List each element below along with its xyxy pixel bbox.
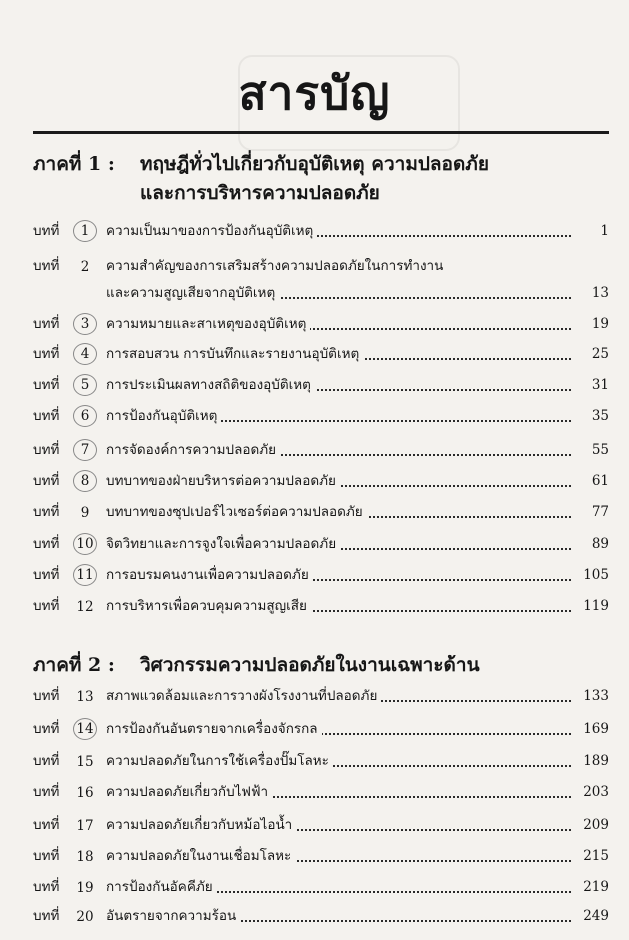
chapter-number: 17 xyxy=(76,818,94,834)
chapter-number: 16 xyxy=(76,785,94,801)
toc-entry-continuation[interactable] xyxy=(33,281,609,305)
chapter-title: การจัดองค์การความปลอดภัย xyxy=(106,438,280,462)
toc-entry[interactable] xyxy=(33,563,609,587)
chapter-number: 12 xyxy=(76,599,94,615)
toc-entry[interactable] xyxy=(33,404,609,428)
toc-entry[interactable] xyxy=(33,717,609,741)
toc-entry[interactable] xyxy=(33,844,609,868)
part-1-title-line-2: และการบริหารความปลอดภัย xyxy=(140,182,380,204)
chapter-number: 4 xyxy=(73,343,97,365)
toc-entry[interactable] xyxy=(33,342,609,366)
chapter-number: 10 xyxy=(73,533,97,555)
chapter-number: 9 xyxy=(80,505,90,521)
chapter-label: บทที่ xyxy=(33,908,60,924)
chapter-label: บทที่ xyxy=(33,346,60,362)
part-1-label: ภาคที่ 1 : xyxy=(33,153,115,175)
page-number: 77 xyxy=(591,504,609,520)
chapter-label: บทที่ xyxy=(33,817,60,833)
chapter-label: บทที่ xyxy=(33,567,60,583)
chapter-label: บทที่ xyxy=(33,316,60,332)
toc-entry[interactable] xyxy=(33,749,609,773)
toc-entry[interactable] xyxy=(33,875,609,899)
toc-entry[interactable] xyxy=(33,684,609,708)
chapter-label: บทที่ xyxy=(33,848,60,864)
toc-entry[interactable] xyxy=(33,373,609,397)
chapter-title: อันตรายจากความร้อน xyxy=(106,904,240,928)
chapter-title-line-2: และความสูญเสียจากอุบัติเหตุ xyxy=(106,281,279,305)
part-1-title-line-1: ทฤษฎีทั่วไปเกี่ยวกับอุบัติเหตุ ความปลอดภัย xyxy=(140,153,489,175)
chapter-title: การประเมินผลทางสถิติของอุบัติเหตุ xyxy=(106,373,315,397)
chapter-label: บทที่ xyxy=(33,688,60,704)
chapter-number: 18 xyxy=(76,849,94,865)
chapter-title: การป้องกันอันตรายจากเครื่องจักรกล xyxy=(106,717,322,741)
chapter-label: บทที่ xyxy=(33,721,60,737)
chapter-number: 20 xyxy=(76,909,94,925)
chapter-number: 1 xyxy=(73,220,97,242)
page-number: 89 xyxy=(591,536,609,552)
chapter-title: การสอบสวน การบันทึกและรายงานอุบัติเหตุ xyxy=(106,342,363,366)
toc-entry[interactable] xyxy=(33,780,609,804)
chapter-title: การบริหารเพื่อควบคุมความสูญเสีย xyxy=(106,594,311,618)
chapter-label: บทที่ xyxy=(33,377,60,393)
toc-entry[interactable] xyxy=(33,500,609,524)
chapter-title: การอบรมคนงานเพื่อความปลอดภัย xyxy=(106,563,313,587)
page-number: 219 xyxy=(583,879,609,895)
chapter-number: 15 xyxy=(76,754,94,770)
toc-entry[interactable] xyxy=(33,904,609,928)
chapter-label: บทที่ xyxy=(33,223,60,239)
chapter-title: บทบาทของซุปเปอร์ไวเซอร์ต่อความปลอดภัย xyxy=(106,500,367,524)
page-number: 203 xyxy=(583,784,609,800)
page-number: 119 xyxy=(583,598,609,614)
page-number: 105 xyxy=(583,567,609,583)
chapter-title: ความปลอดภัยเกี่ยวกับหม้อไอน้ำ xyxy=(106,813,296,837)
page-number: 133 xyxy=(583,688,609,704)
page-number: 31 xyxy=(591,377,609,393)
part-2-title-line-1: วิศวกรรมความปลอดภัยในงานเฉพาะด้าน xyxy=(140,654,480,676)
chapter-title: บทบาทของฝ่ายบริหารต่อความปลอดภัย xyxy=(106,469,340,493)
page-number: 13 xyxy=(591,285,609,301)
page-number: 19 xyxy=(591,316,609,332)
chapter-title: ความปลอดภัยเกี่ยวกับไฟฟ้า xyxy=(106,780,272,804)
chapter-number: 5 xyxy=(73,374,97,396)
toc-entry[interactable] xyxy=(33,438,609,462)
toc-entry[interactable] xyxy=(33,312,609,336)
chapter-label: บทที่ xyxy=(33,753,60,769)
chapter-number: 2 xyxy=(80,259,90,275)
chapter-label: บทที่ xyxy=(33,598,60,614)
page-number: 249 xyxy=(583,908,609,924)
page-number: 61 xyxy=(591,473,609,489)
page-number: 169 xyxy=(583,721,609,737)
page-title: สารบัญ xyxy=(238,66,391,120)
chapter-label: บทที่ xyxy=(33,879,60,895)
chapter-label: บทที่ xyxy=(33,536,60,552)
chapter-title: ความสำคัญของการเสริมสร้างความปลอดภัยในการทำงาน xyxy=(106,254,447,278)
chapter-number: 19 xyxy=(76,880,94,896)
page-number: 25 xyxy=(591,346,609,362)
toc-entry[interactable] xyxy=(33,469,609,493)
page-number: 55 xyxy=(591,442,609,458)
page-number: 209 xyxy=(583,817,609,833)
page-number: 35 xyxy=(591,408,609,424)
toc-entry[interactable] xyxy=(33,219,609,243)
chapter-number: 11 xyxy=(73,564,97,586)
chapter-number: 13 xyxy=(76,689,94,705)
chapter-title: ความปลอดภัยในการใช้เครื่องปั๊มโลหะ xyxy=(106,749,333,773)
page-number: 215 xyxy=(583,848,609,864)
chapter-title: จิตวิทยาและการจูงใจเพื่อความปลอดภัย xyxy=(106,532,340,556)
page-number: 1 xyxy=(600,223,609,239)
chapter-title: ความปลอดภัยในงานเชื่อมโลหะ xyxy=(106,844,295,868)
chapter-title: การป้องกันอัคคีภัย xyxy=(106,875,217,899)
toc-entry[interactable] xyxy=(33,254,609,278)
chapter-number: 6 xyxy=(73,405,97,427)
chapter-label: บทที่ xyxy=(33,408,60,424)
chapter-label: บทที่ xyxy=(33,784,60,800)
chapter-label: บทที่ xyxy=(33,258,60,274)
chapter-title: ความหมายและสาเหตุของอุบัติเหตุ xyxy=(106,312,310,336)
chapter-title: ความเป็นมาของการป้องกันอุบัติเหตุ xyxy=(106,219,317,243)
chapter-number: 14 xyxy=(73,718,97,740)
chapter-label: บทที่ xyxy=(33,473,60,489)
toc-entry[interactable] xyxy=(33,594,609,618)
page-number: 189 xyxy=(583,753,609,769)
chapter-number: 7 xyxy=(73,439,97,461)
chapter-label: บทที่ xyxy=(33,442,60,458)
chapter-label: บทที่ xyxy=(33,504,60,520)
chapter-number: 8 xyxy=(73,470,97,492)
part-2-label: ภาคที่ 2 : xyxy=(33,654,115,676)
chapter-title: การป้องกันอุบัติเหตุ xyxy=(106,404,221,428)
chapter-title: สภาพแวดล้อมและการวางผังโรงงานที่ปลอดภัย xyxy=(106,684,381,708)
chapter-number: 3 xyxy=(73,313,97,335)
toc-entry[interactable] xyxy=(33,532,609,556)
title-underline xyxy=(33,131,609,134)
toc-entry[interactable] xyxy=(33,813,609,837)
